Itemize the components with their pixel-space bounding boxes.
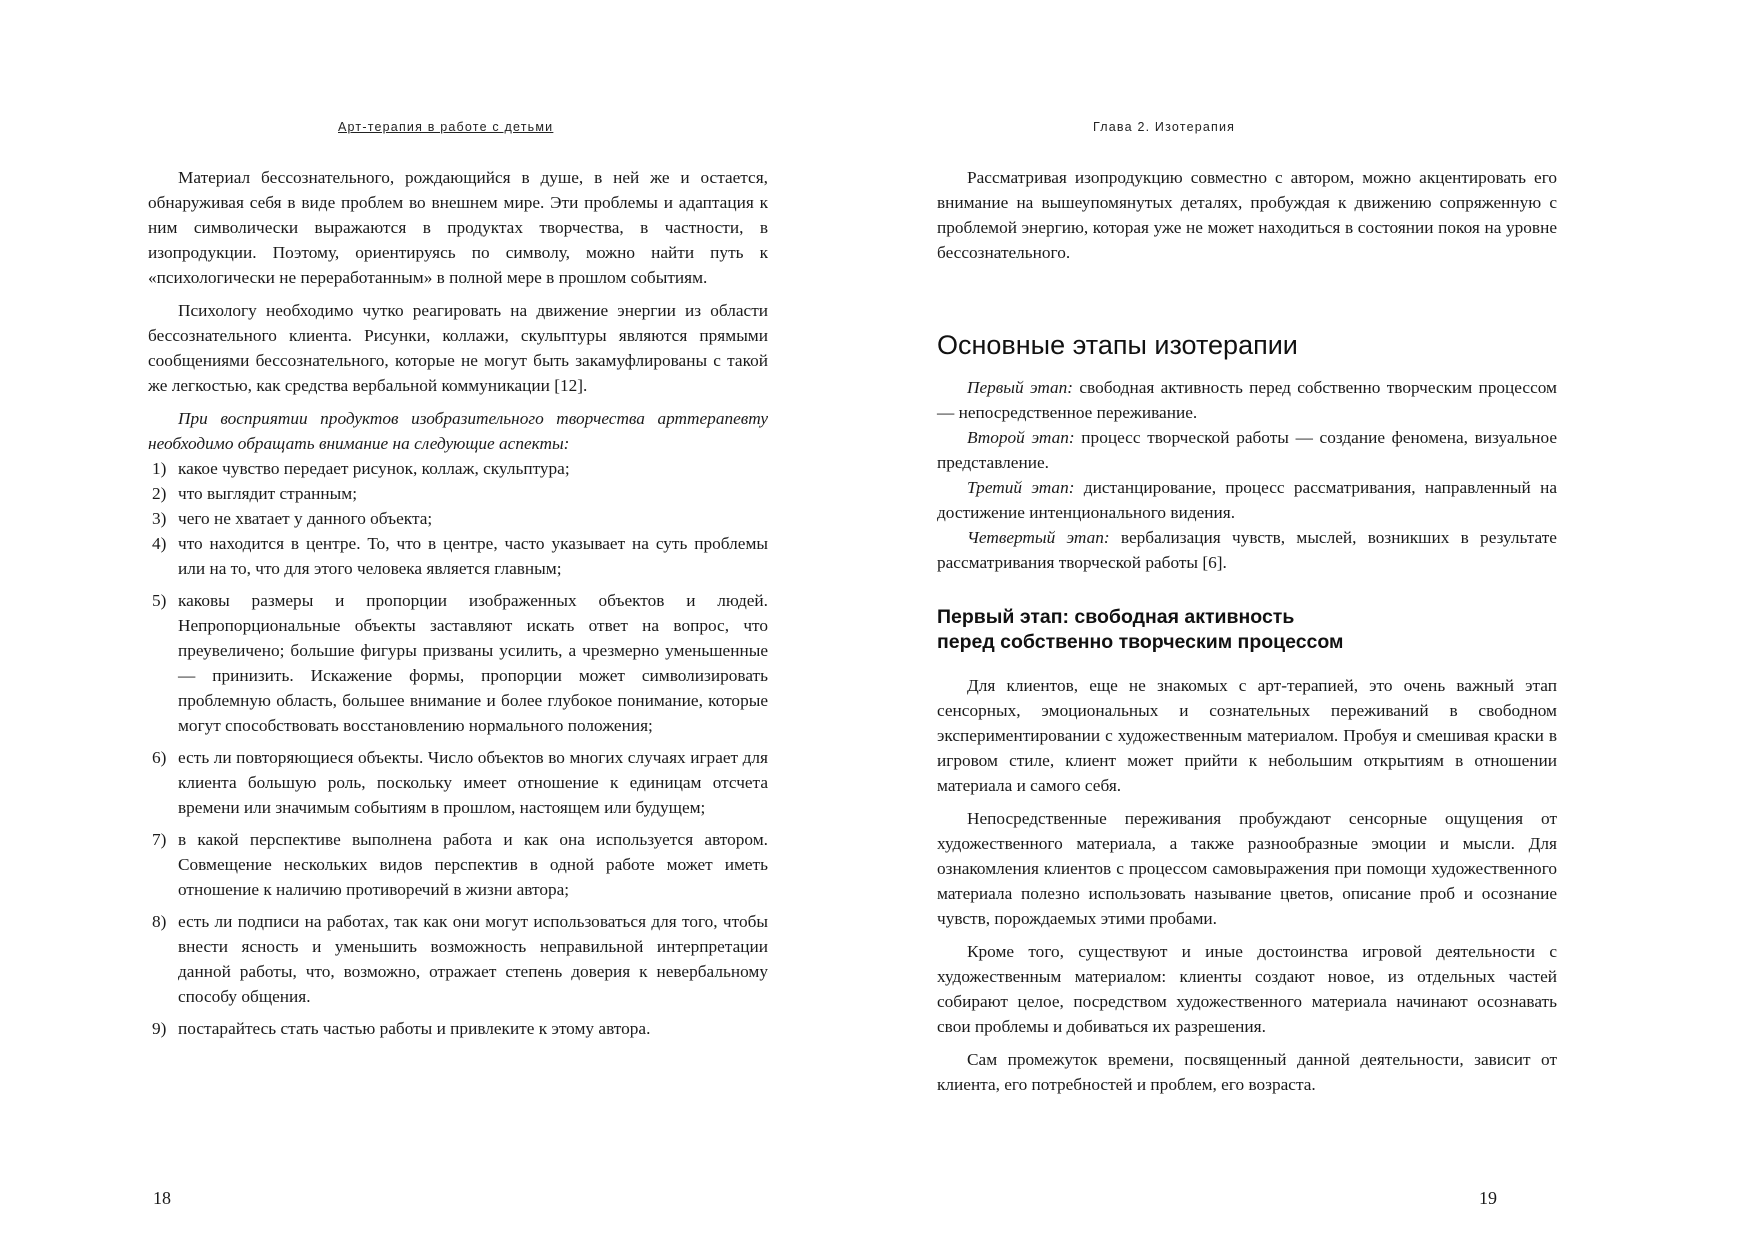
body-paragraph: Сам промежуток времени, посвященный данной деятельности, зависит от клиента, его потребностей и проблем, его возраста.: [937, 1050, 1557, 1094]
list-item: 1) какое чувство передает рисунок, коллаж, скульптура;: [152, 459, 570, 478]
list-item: 8) есть ли подписи на работах, так как они могут использоваться для того, чтобы внести ясность и уменьшить возможность неправильной интерпретации данной работы, что, возможно, отражает степень доверия к невербальному способу общения.: [152, 912, 768, 1006]
subsection-heading-line: Первый этап: свободная активность: [937, 606, 1295, 628]
body-paragraph: Материал бессознательного, рождающийся в душе, в ней же и остается, обнаруживая себя в виде проблем во внешнем мире. Эти проблемы и адаптация к ним символически выражаются в продуктах творчества, в частности, в изопродукции. Поэтому, ориентируясь по символу, можно найти путь к «психологически не переработанным» в полной мере в прошлом событиям.: [148, 168, 768, 287]
right-page: [877, 0, 1754, 1240]
aspects-intro: При восприятии продуктов изобразительного творчества арттерапевту необходимо обращать внимание на следующие аспекты:: [148, 409, 768, 453]
stages-list: [937, 375, 1557, 575]
list-item: 2) что выглядит странным;: [152, 484, 358, 503]
section-heading: Основные этапы изотерапии: [937, 330, 1298, 360]
running-head: Арт-терапия в работе с детьми: [338, 120, 554, 134]
list-item: 6) есть ли повторяющиеся объекты. Число объектов во многих случаях играет для клиента большую роль, поскольку имеет отношение к единицам отсчета времени или значимым событиям в прошлом, настоящем или будущем;: [152, 748, 768, 817]
list-item: 3) чего не хватает у данного объекта;: [152, 509, 433, 528]
aspects-list: [148, 456, 768, 1041]
body-paragraph: Кроме того, существуют и иные достоинства игровой деятельности с художественным материалом: клиенты создают новое, из отдельных частей собирают целое, посредством художественного материала начинают осознавать свои проблемы и добиваться их разрешения.: [937, 942, 1557, 1036]
stage-item: Второй этап: процесс творческой работы — создание феномена, визуальное представление.: [937, 428, 1558, 472]
body-paragraph: Для клиентов, еще не знакомых с арт-терапией, это очень важный этап сенсорных, эмоциональных и сознательных переживаний в свободном экспериментировании с художественным материалом. Пробуя и смешивая краски в игровом стиле, клиент может прийти к небольшим открытиям в отношении материала и самого себя.: [937, 676, 1557, 795]
stage-item: Первый этап: свободная активность перед собственно творческим процессом — непосредственное переживание.: [937, 378, 1557, 422]
right-body-text: [937, 165, 1557, 1105]
subsection-heading: [937, 605, 1557, 655]
list-item: 7) в какой перспективе выполнена работа и как она используется автором. Совмещение нескольких видов перспектив в одной работе может иметь отношение к наличию противоречий в жизни автора;: [152, 830, 768, 899]
page-number: 18: [153, 1188, 171, 1208]
body-paragraph: Непосредственные переживания пробуждают сенсорные ощущения от художественного материала, а также разнообразные эмоции и мысли. Для ознакомления клиентов с процессом самовыражения при помощи художественного материала полезно использовать называние цветов, описание проб и осознание чувств, порождаемых этими пробами.: [937, 809, 1557, 928]
list-item: 4) что находится в центре. То, что в центре, часто указывает на суть проблемы или на то, что для этого человека является главным;: [152, 534, 768, 578]
list-item: 5) каковы размеры и пропорции изображенных объектов и людей. Непропорциональные объекты заставляют искать ответ на вопрос, что преувеличено; большие фигуры призваны усилить, а чрезмерно уменьшенные — принизить. Искажение формы, пропорции может символизировать проблемную область, большее внимание и более глубокое понимание, которые могут способствовать восстановлению нормального положения;: [152, 591, 768, 735]
stage-item: Третий этап: дистанцирование, процесс рассматривания, направленный на достижение интенционального видения.: [937, 478, 1557, 522]
page-number: 19: [1479, 1188, 1497, 1208]
running-head: Глава 2. Изотерапия: [1093, 120, 1236, 134]
left-body-text: [148, 165, 768, 1041]
subsection-heading-line: перед собственно творческим процессом: [937, 631, 1344, 653]
stage-item: Четвертый этап: вербализация чувств, мыслей, возникших в результате рассматривания творческой работы [6].: [937, 528, 1557, 572]
body-paragraph: Рассматривая изопродукцию совместно с автором, можно акцентировать его внимание на вышеупомянутых деталях, пробуждая к движению сопряженную с проблемой энергию, которая уже не может находиться в состоянии покоя на уровне бессознательного.: [937, 168, 1557, 262]
body-paragraph: Психологу необходимо чутко реагировать на движение энергии из области бессознательного клиента. Рисунки, коллажи, скульптуры являются прямыми сообщениями бессознательного, которые не могут быть закамуфлированы с такой же легкостью, как средства вербальной коммуникации [12].: [148, 301, 768, 395]
list-item: 9) постарайтесь стать частью работы и привлеките к этому автора.: [152, 1019, 651, 1038]
